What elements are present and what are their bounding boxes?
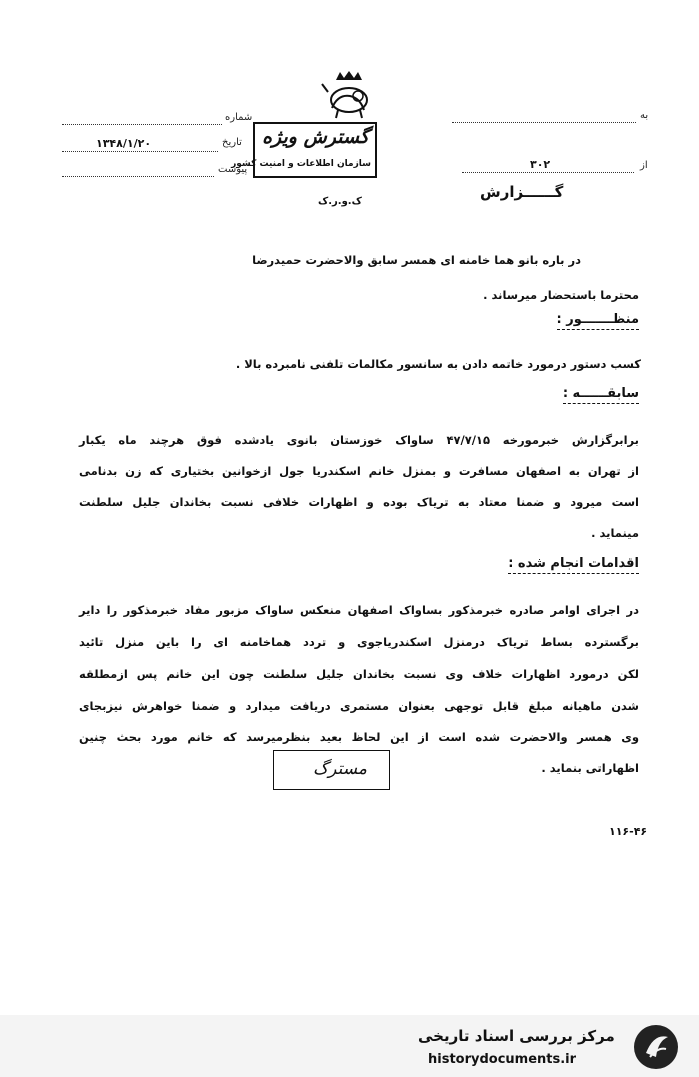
stamp-line2: سازمان اطلاعات و امنیت کشور [231,159,371,169]
actions-line: در اجرای اوامر صادره خبرمذکور بساواک اصفهان منعکس ساواک مزبور مفاد خبرمذکور را دایر [79,603,639,617]
from-dotline [462,172,634,173]
lion-and-sun-emblem-icon [318,70,380,122]
actions-line: وی همسر والاحضرت شده است از این لحاظ بعید بنظرمیرسد که خانم مورد بحث چنین [79,730,639,744]
purpose-text: کسب دستور درمورد خاتمه دادن به سانسور مکالمات تلفنی نامبرده بالا . [235,357,641,371]
page-reference: ۱۱۶-۴۶ [609,825,648,838]
background-line: از تهران به اصفهان مسافرت و بمنزل خانم اسکندریا جول ازخوانین بختیاری که زن بدنامی [79,464,639,478]
background-line: مینماید . [591,526,639,540]
stamp-code: ک.و.ر.ک [318,196,362,207]
background-line: برابرگزارش خبرمورخه ۴۷/۷/۱۵ ساواک خوزستان بانوی یادشده فوق هرچند ماه یکبار [79,433,639,447]
subject-line: در باره بانو هما خامنه ای همسر سابق والاحضرت حمیدرضا [252,253,581,267]
footer-org-name: مرکز بررسی اسناد تاریخی [418,1027,615,1045]
from-value: ۳۰۲ [530,158,551,171]
date-value: ۱۳۴۸/۱/۲۰ [96,137,152,150]
actions-line: شدن ماهیانه مبلغ قابل توجهی بعنوان مستمری دریافت میدارد و ضمنا خواهرش نیزبجای [79,699,639,713]
background-line: است میرود و ضمنا معتاد به تریاک بوده و اظهارات خلافی نسبت بخاندان جلیل سلطنت [79,495,639,509]
footer-watermark [0,1015,699,1077]
archive-logo-icon [632,1023,680,1071]
number-dotline [62,124,222,125]
date-label: تاریخ [222,137,242,148]
actions-line: لکن درمورد اظهارات خلاف وی نسبت بخاندان جلیل سلطنت چون این خانم پس ازمطلقه [79,667,639,681]
signature-stamp [273,750,390,790]
background-heading: سابقــــــه : [562,386,639,401]
actions-line: برگسترده بساط تریاک درمنزل اسکندریاجوی و تردد هماخامنه ای را باین منزل تائید [79,635,639,649]
footer-website: historydocuments.ir [428,1052,577,1067]
signature-stamp-text: مسترگ [313,759,367,779]
stamp-line1: گسترش ویژه [262,126,369,148]
attachment-dotline [62,176,214,177]
from-label: از [640,160,648,171]
actions-heading: اقدامات انجام شده : [508,556,639,571]
to-label: به [640,110,649,121]
number-label: شماره [225,112,253,123]
to-dotline [452,122,636,123]
date-dotline [62,151,218,152]
greeting-line: محترما باستحضار میرساند . [483,288,639,302]
report-title: گــــــزارش [480,183,564,201]
actions-line: اظهاراتی بنماید . [541,761,639,775]
attachment-label: پیوست [218,164,248,175]
purpose-heading: منظـــــــور : [556,312,639,327]
